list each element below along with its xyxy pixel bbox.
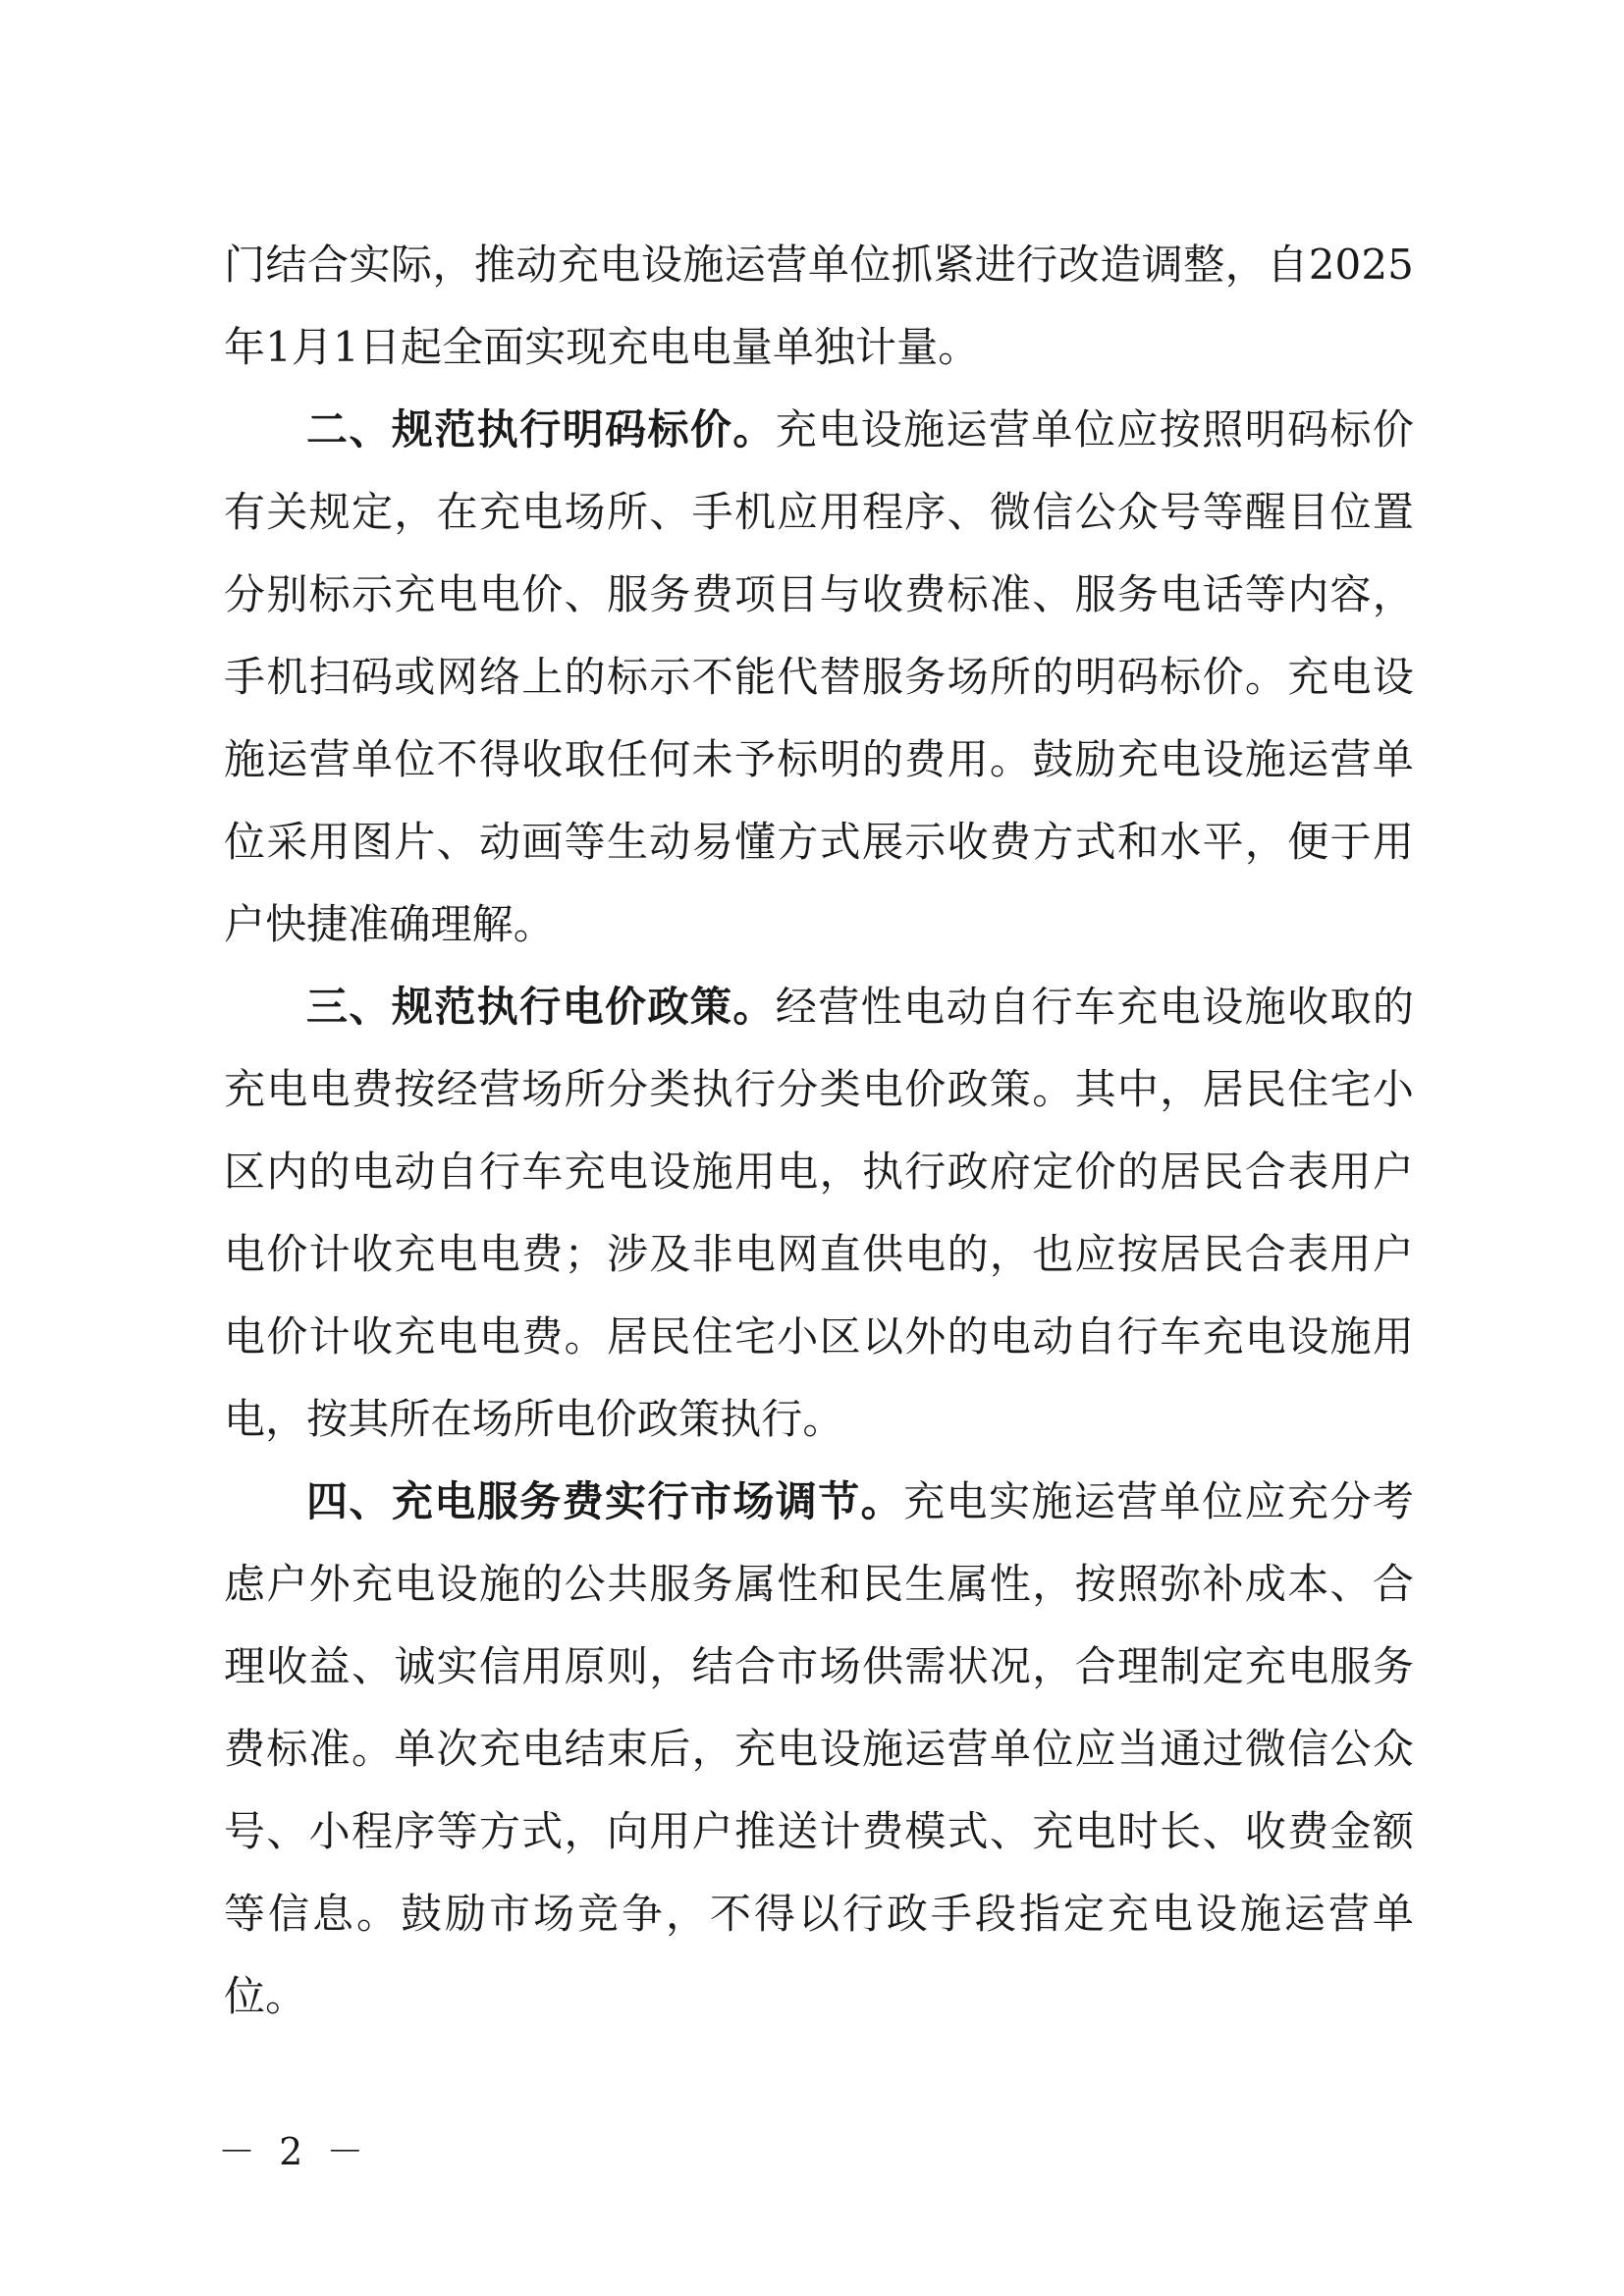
section-heading: 三、规范执行电价政策。 (306, 983, 776, 1031)
paragraph-section-2 (224, 389, 1414, 966)
page-number: － 2 － (218, 2130, 370, 2173)
paragraph-text: 经营性电动自行车充电设施收取的充电电费按经营场所分类执行分类电价政策。其中，居民住宅小区内的电动自行车充电设施用电，执行政府定价的居民合表用户电价计收充电电费；涉及非电网直供电的，也应按居民合表用户电价计收充电电费。居民住宅小区以外的电动自行车充电设施用电，按其所在场所电价政策执行。 (224, 983, 1414, 1443)
paragraph-section-4 (224, 1461, 1414, 2038)
document-body (224, 224, 1414, 2038)
section-heading: 四、充电服务费实行市场调节。 (306, 1477, 904, 1525)
section-heading: 二、规范执行明码标价。 (306, 405, 776, 454)
paragraph-section-3 (224, 966, 1414, 1461)
paragraph-text: 充电实施运营单位应充分考虑户外充电设施的公共服务属性和民生属性，按照弥补成本、合理收益、诚实信用原则，结合市场供需状况，合理制定充电服务费标准。单次充电结束后，充电设施运营单位应当通过微信公众号、小程序等方式，向用户推送计费模式、充电时长、收费金额等信息。鼓励市场竞争，不得以行政手段指定充电设施运营单位。 (224, 1477, 1415, 2020)
paragraph-continuation (224, 224, 1414, 389)
paragraph-text: 充电设施运营单位应按照明码标价有关规定，在充电场所、手机应用程序、微信公众号等醒目位置分别标示充电电价、服务费项目与收费标准、服务电话等内容，手机扫码或网络上的标示不能代替服务场所的明码标价。充电设施运营单位不得收取任何未予标明的费用。鼓励充电设施运营单位采用图片、动画等生动易懂方式展示收费方式和水平，便于用户快捷准确理解。 (224, 405, 1414, 948)
paragraph-text: 门结合实际，推动充电设施运营单位抓紧进行改造调整，自2025年1月1日起全面实现充电电量单独计量。 (224, 240, 1414, 371)
